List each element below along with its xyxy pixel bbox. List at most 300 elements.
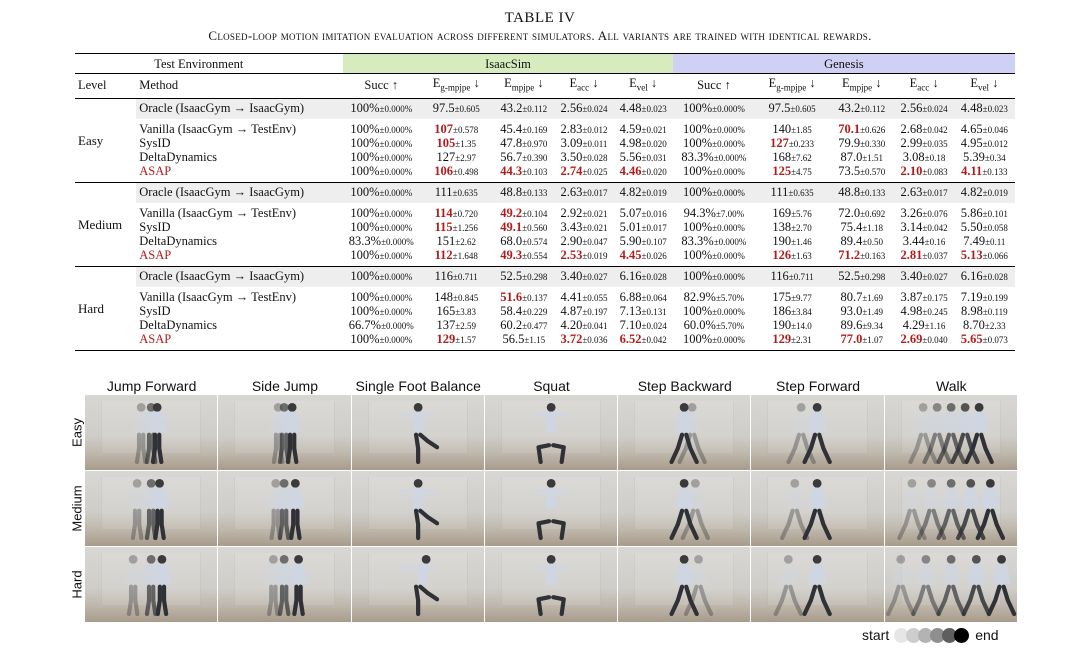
frame-divider — [884, 395, 885, 623]
robot-figure — [618, 471, 750, 546]
metric-std: ±7.00% — [715, 208, 745, 219]
metric-value: 2.68 — [900, 121, 923, 136]
genesis-value-cell — [954, 249, 1015, 267]
genesis-value-cell — [673, 305, 755, 319]
metric-std: ±0.330 — [860, 138, 886, 149]
genesis-value-cell — [954, 203, 1015, 221]
genesis-value-cell — [673, 287, 755, 305]
genesis-metric-header — [895, 74, 954, 99]
table-row — [75, 319, 1015, 333]
figure-column-title: Side Jump — [251, 378, 318, 394]
metric-value: 100% — [350, 303, 380, 318]
robot-silhouette — [155, 555, 170, 614]
genesis-value-cell — [755, 119, 829, 137]
robot-figure — [218, 471, 350, 546]
metric-std: ±0.028 — [582, 152, 608, 163]
table-row — [75, 266, 1015, 287]
metric-value: 4.98 — [619, 135, 642, 150]
metric-value: 3.09 — [560, 135, 583, 150]
metric-std: ±0.000% — [712, 103, 745, 114]
results-table — [75, 53, 1015, 351]
metric-value: 111 — [434, 184, 453, 199]
metric-std: ±1.35 — [455, 138, 476, 149]
method-name: ASAP — [139, 332, 172, 346]
genesis-value-cell — [673, 182, 755, 203]
metric-std: ±0.298 — [522, 271, 548, 282]
isaacsim-value-cell — [343, 137, 419, 151]
robot-figure — [751, 471, 883, 546]
isaacsim-value-cell — [554, 235, 613, 249]
motion-frame-cell — [618, 547, 750, 622]
metric-value: 4.11 — [961, 163, 983, 178]
metric-std: ±5.76 — [791, 208, 812, 219]
robot-silhouette — [888, 555, 913, 614]
robot-silhouette — [534, 403, 568, 462]
method-name: Vanilla (IsaacGym → TestEnv) — [139, 122, 297, 136]
metric-value: 7.13 — [619, 303, 642, 318]
metric-std: ±1.49 — [862, 306, 884, 317]
metric-value: 100% — [682, 247, 713, 262]
robot-figure — [218, 547, 350, 622]
genesis-value-cell — [895, 182, 954, 203]
metric-std: ±0.000% — [379, 271, 413, 282]
level-label: Easy — [75, 98, 136, 182]
metric-value: 111 — [770, 184, 789, 199]
metric-value: 112 — [434, 247, 453, 262]
metric-value: 100% — [350, 135, 380, 150]
metric-value: 100% — [682, 100, 713, 115]
isaacsim-value-cell — [343, 182, 419, 203]
metric-std: ±0.000% — [381, 236, 414, 247]
metric-value: 129 — [772, 331, 792, 346]
metric-std: ±0.000% — [379, 292, 413, 303]
genesis-value-cell — [829, 235, 894, 249]
metric-std: ±0.000% — [713, 236, 747, 247]
level-label: Hard — [75, 266, 136, 350]
metric-value: 3.87 — [900, 289, 923, 304]
isaacsim-value-cell — [493, 287, 554, 305]
robot-silhouette — [130, 479, 145, 538]
genesis-value-cell — [954, 319, 1015, 333]
metric-value: 2.99 — [900, 135, 923, 150]
robot-silhouette — [672, 555, 697, 614]
metric-std: ±0.578 — [453, 124, 479, 135]
metric-value: 75.4 — [840, 219, 863, 234]
metric-std: ±0.107 — [641, 236, 667, 247]
robot-figure — [485, 471, 617, 546]
metric-std: ±0.197 — [582, 306, 608, 317]
metric-symbol: E — [970, 76, 978, 90]
genesis-value-cell — [829, 119, 894, 137]
isaacsim-value-cell — [614, 333, 673, 351]
metric-std: ±0.18 — [924, 152, 946, 163]
method-name: Oracle (IsaacGym → IsaacGym) — [136, 266, 343, 287]
robot-silhouette — [924, 403, 949, 462]
metric-value: 89.6 — [840, 317, 863, 332]
metric-std: ±0.019 — [641, 187, 667, 198]
metric-value: 6.16 — [960, 268, 983, 283]
metric-value: 5.90 — [619, 233, 642, 248]
metric-std: ±0.169 — [522, 124, 548, 135]
robot-figure — [485, 395, 617, 470]
metric-std: ±0.023 — [641, 103, 667, 114]
metric-std: ±0.131 — [641, 306, 667, 317]
isaacsim-value-cell — [554, 98, 613, 119]
isaacsim-value-cell — [493, 165, 554, 183]
metric-std: ±0.000% — [379, 250, 413, 261]
genesis-value-cell — [755, 266, 829, 287]
metric-std: ±0.000% — [379, 152, 413, 163]
metric-value: 4.20 — [560, 317, 583, 332]
genesis-value-cell — [755, 137, 829, 151]
metric-std: ±0.020 — [641, 166, 667, 177]
robot-silhouette — [805, 479, 830, 538]
frame-divider — [85, 546, 1019, 547]
isaacsim-value-cell — [419, 119, 493, 137]
table-row — [75, 98, 1015, 119]
robot-silhouette — [288, 479, 303, 538]
isaacsim-value-cell — [419, 266, 493, 287]
isaacsim-value-cell — [419, 249, 493, 267]
metric-std: ±0.720 — [452, 208, 478, 219]
isaacsim-value-cell — [614, 319, 673, 333]
metric-symbol: Succ ↑ — [697, 78, 731, 93]
metric-value: 168 — [772, 149, 792, 164]
isaacsim-value-cell — [554, 119, 613, 137]
metric-value: 100% — [682, 303, 713, 318]
robot-silhouette — [952, 403, 977, 462]
isaacsim-value-cell — [554, 182, 613, 203]
robot-silhouette — [126, 555, 141, 614]
metric-std: ±0.017 — [922, 187, 948, 198]
metric-value: 48.8 — [838, 184, 861, 199]
metric-value: 4.87 — [560, 303, 583, 318]
metric-value: 100% — [350, 219, 380, 234]
genesis-value-cell — [829, 137, 894, 151]
isaacsim-value-cell — [554, 165, 613, 183]
metric-value: 114 — [434, 205, 453, 220]
robot-figure — [85, 547, 217, 622]
genesis-value-cell — [954, 119, 1015, 137]
metric-std: ±0.012 — [982, 138, 1008, 149]
metric-std: ±0.026 — [641, 250, 667, 261]
isaacsim-value-cell — [343, 165, 419, 183]
metric-value: 58.4 — [500, 303, 523, 318]
table-row — [75, 182, 1015, 203]
robot-silhouette — [277, 555, 292, 614]
robot-silhouette — [805, 555, 830, 614]
metric-subscript: mpjpe — [849, 82, 873, 93]
metric-std: ±0.000% — [712, 306, 745, 317]
metric-std: ±0.017 — [582, 187, 608, 198]
metric-std: ±2.31 — [791, 334, 812, 345]
metric-value: 2.56 — [560, 100, 583, 115]
metric-std: ±0.035 — [922, 138, 948, 149]
metric-value: 8.98 — [960, 303, 983, 318]
metric-value: 8.70 — [963, 317, 985, 332]
genesis-value-cell — [673, 98, 755, 119]
metric-std: ±0.498 — [453, 166, 479, 177]
metric-value: 5.65 — [960, 331, 983, 346]
frame-divider — [217, 395, 218, 623]
table-row — [75, 221, 1015, 235]
metric-std: ±0.298 — [860, 271, 886, 282]
genesis-value-cell — [895, 98, 954, 119]
metric-std: ±0.000% — [712, 250, 745, 261]
metric-value: 70.1 — [838, 121, 861, 136]
robot-silhouette — [938, 555, 963, 614]
isaacsim-metric-header — [493, 74, 554, 99]
motion-frame-cell — [885, 471, 1017, 546]
metric-value: 73.5 — [838, 163, 861, 178]
metric-value: 5.86 — [960, 205, 983, 220]
isaacsim-metric-header — [614, 74, 673, 99]
metric-value: 100% — [350, 205, 380, 220]
method-name: SysID — [139, 304, 171, 318]
metric-value: 7.10 — [619, 317, 642, 332]
metric-value: 100% — [350, 289, 380, 304]
isaacsim-value-cell — [343, 221, 419, 235]
metric-value: 80.7 — [840, 289, 863, 304]
isaacsim-value-cell — [614, 151, 673, 165]
metric-std: ±0.390 — [522, 152, 548, 163]
genesis-value-cell — [755, 249, 829, 267]
robot-figure — [485, 547, 617, 622]
metric-value: 165 — [436, 303, 456, 318]
motion-frame-cell — [485, 395, 617, 470]
robot-silhouette — [938, 403, 963, 462]
metric-value: 115 — [434, 219, 453, 234]
metric-value: 43.2 — [838, 100, 861, 115]
motion-frame-cell — [751, 471, 883, 546]
metric-std: ±0.692 — [860, 208, 886, 219]
legend-end-label: end — [975, 627, 999, 643]
metric-std: ±2.97 — [455, 152, 476, 163]
figure-row-label: Hard — [69, 570, 85, 599]
robot-silhouette — [977, 479, 1002, 538]
metric-value: 6.16 — [619, 268, 642, 283]
metric-arrow: ↓ — [534, 76, 544, 90]
metric-value: 2.10 — [900, 163, 923, 178]
isaacsim-value-cell — [493, 249, 554, 267]
metric-std: ±0.137 — [522, 292, 548, 303]
figure-column-title: Jump Forward — [106, 378, 197, 394]
metric-std: ±0.019 — [982, 187, 1008, 198]
metric-std: ±2.70 — [791, 222, 812, 233]
genesis-value-cell — [673, 333, 755, 351]
genesis-value-cell — [895, 221, 954, 235]
motion-frame-cell — [85, 547, 217, 622]
metric-value: 105 — [436, 135, 456, 150]
metric-value: 47.8 — [500, 135, 523, 150]
metric-value: 7.49 — [963, 233, 986, 248]
genesis-value-cell — [954, 235, 1015, 249]
metric-subscript: acc — [577, 82, 590, 93]
metric-std: ±0.028 — [641, 271, 667, 282]
metric-value: 2.63 — [560, 184, 583, 199]
robot-figure — [885, 547, 1017, 622]
isaacsim-value-cell — [614, 137, 673, 151]
genesis-value-cell — [954, 221, 1015, 235]
genesis-value-cell — [755, 305, 829, 319]
metric-subscript: acc — [917, 82, 930, 93]
metric-value: 116 — [770, 268, 789, 283]
genesis-metric-header — [673, 74, 755, 99]
metric-value: 4.41 — [560, 289, 583, 304]
metric-value: 87.0 — [840, 149, 863, 164]
metric-value: 89.4 — [840, 233, 863, 248]
isaacsim-value-cell — [419, 203, 493, 221]
isaacsim-value-cell — [614, 235, 673, 249]
metric-std: ±0.020 — [641, 138, 667, 149]
metric-subscript: mpjpe — [511, 82, 535, 93]
metric-value: 43.2 — [500, 100, 523, 115]
robot-silhouette — [401, 555, 437, 614]
metric-value: 138 — [772, 219, 792, 234]
frame-divider — [750, 395, 751, 623]
genesis-value-cell — [755, 235, 829, 249]
genesis-value-cell — [895, 203, 954, 221]
metric-value: 100% — [682, 163, 713, 178]
genesis-value-cell — [673, 221, 755, 235]
isaacsim-value-cell — [614, 119, 673, 137]
metric-std: ±0.229 — [522, 306, 548, 317]
genesis-value-cell — [673, 235, 755, 249]
genesis-value-cell — [954, 137, 1015, 151]
figure-column-title: Step Forward — [776, 378, 861, 394]
motion-frame-cell — [218, 547, 350, 622]
metric-value: 2.56 — [900, 100, 923, 115]
metric-value: 5.07 — [619, 205, 642, 220]
metric-std: ±0.017 — [641, 222, 667, 233]
metric-value: 3.40 — [560, 268, 583, 283]
metric-std: ±0.028 — [982, 271, 1008, 282]
metric-std: ±0.16 — [924, 236, 946, 247]
genesis-value-cell — [829, 182, 894, 203]
motion-frame-cell — [352, 471, 484, 546]
metric-std: ±0.000% — [712, 271, 745, 282]
metric-arrow: ↓ — [988, 76, 999, 90]
metric-value: 4.65 — [960, 121, 983, 136]
metric-std: ±0.000% — [379, 208, 413, 219]
isaacsim-value-cell — [554, 151, 613, 165]
robot-figure — [85, 471, 217, 546]
metric-std: ±1.69 — [862, 292, 884, 303]
metric-std: ±0.021 — [582, 208, 608, 219]
isaacsim-value-cell — [343, 151, 419, 165]
header-method: Method — [139, 78, 179, 93]
metric-std: ±0.040 — [922, 334, 948, 345]
genesis-value-cell — [895, 151, 954, 165]
genesis-value-cell — [829, 287, 894, 305]
metric-std: ±0.711 — [452, 271, 478, 282]
figure-column-title: Single Foot Balance — [355, 378, 481, 394]
metric-value: 49.2 — [500, 205, 523, 220]
metric-std: ±0.245 — [922, 306, 948, 317]
metric-std: ±0.066 — [982, 250, 1008, 261]
isaacsim-metric-header — [343, 74, 419, 99]
isaacsim-value-cell — [419, 235, 493, 249]
genesis-value-cell — [895, 305, 954, 319]
robot-figure — [618, 395, 750, 470]
isaacsim-value-cell — [343, 98, 419, 119]
isaacsim-value-cell — [493, 319, 554, 333]
metric-std: ±1.85 — [791, 124, 812, 135]
isaacsim-metric-header — [419, 74, 493, 99]
metric-std: ±0.626 — [860, 124, 886, 135]
table-row — [75, 151, 1015, 165]
genesis-value-cell — [895, 137, 954, 151]
genesis-value-cell — [829, 203, 894, 221]
robot-silhouette — [776, 555, 801, 614]
metric-std: ±0.000% — [379, 138, 413, 149]
isaacsim-value-cell — [419, 98, 493, 119]
metric-value: 2.81 — [900, 247, 923, 262]
metric-std: ±0.042 — [922, 124, 948, 135]
metric-value: 5.56 — [619, 149, 642, 164]
metric-subscript: vel — [977, 82, 989, 93]
genesis-value-cell — [829, 319, 894, 333]
robot-figure — [751, 547, 883, 622]
metric-value: 45.4 — [500, 121, 523, 136]
robot-silhouette — [783, 479, 808, 538]
genesis-value-cell — [829, 165, 894, 183]
metric-symbol: E — [569, 76, 578, 90]
metric-value: 2.74 — [560, 163, 583, 178]
metric-value: 100% — [682, 121, 713, 136]
metric-value: 6.88 — [619, 289, 642, 304]
metric-value: 151 — [436, 233, 456, 248]
metric-symbol: E — [768, 76, 777, 90]
motion-frame-cell — [618, 471, 750, 546]
metric-value: 4.82 — [619, 184, 642, 199]
legend-start-label: start — [862, 627, 890, 643]
isaacsim-value-cell — [614, 266, 673, 287]
metric-value: 82.9% — [683, 289, 716, 304]
motion-frame-cell — [485, 471, 617, 546]
metric-value: 100% — [350, 100, 380, 115]
metric-value: 100% — [350, 121, 380, 136]
metric-value: 79.9 — [838, 135, 861, 150]
motion-frame-cell — [218, 395, 350, 470]
metric-value: 100% — [682, 331, 713, 346]
metric-std: ±1.46 — [791, 236, 812, 247]
isaacsim-value-cell — [343, 287, 419, 305]
metric-std: ±0.041 — [582, 320, 608, 331]
metric-value: 5.13 — [960, 247, 983, 262]
frame-divider — [617, 395, 618, 623]
isaacsim-value-cell — [614, 305, 673, 319]
genesis-value-cell — [755, 221, 829, 235]
robot-silhouette — [966, 403, 991, 462]
isaacsim-value-cell — [419, 221, 493, 235]
genesis-metric-header — [954, 74, 1015, 99]
metric-std: ±0.058 — [982, 222, 1008, 233]
isaacsim-value-cell — [419, 165, 493, 183]
method-name: Oracle (IsaacGym → IsaacGym) — [136, 98, 343, 119]
metric-std: ±0.000% — [712, 222, 745, 233]
metric-std: ±2.33 — [984, 320, 1006, 331]
metric-std: ±0.016 — [641, 208, 667, 219]
metric-std: ±0.11 — [985, 236, 1006, 247]
figure-column-title: Squat — [533, 378, 570, 394]
genesis-value-cell — [954, 305, 1015, 319]
genesis-value-cell — [895, 165, 954, 183]
motion-frame-cell — [218, 471, 350, 546]
metric-value: 100% — [682, 184, 713, 199]
metric-std: ±0.133 — [522, 187, 548, 198]
metric-std: ±1.256 — [452, 222, 478, 233]
